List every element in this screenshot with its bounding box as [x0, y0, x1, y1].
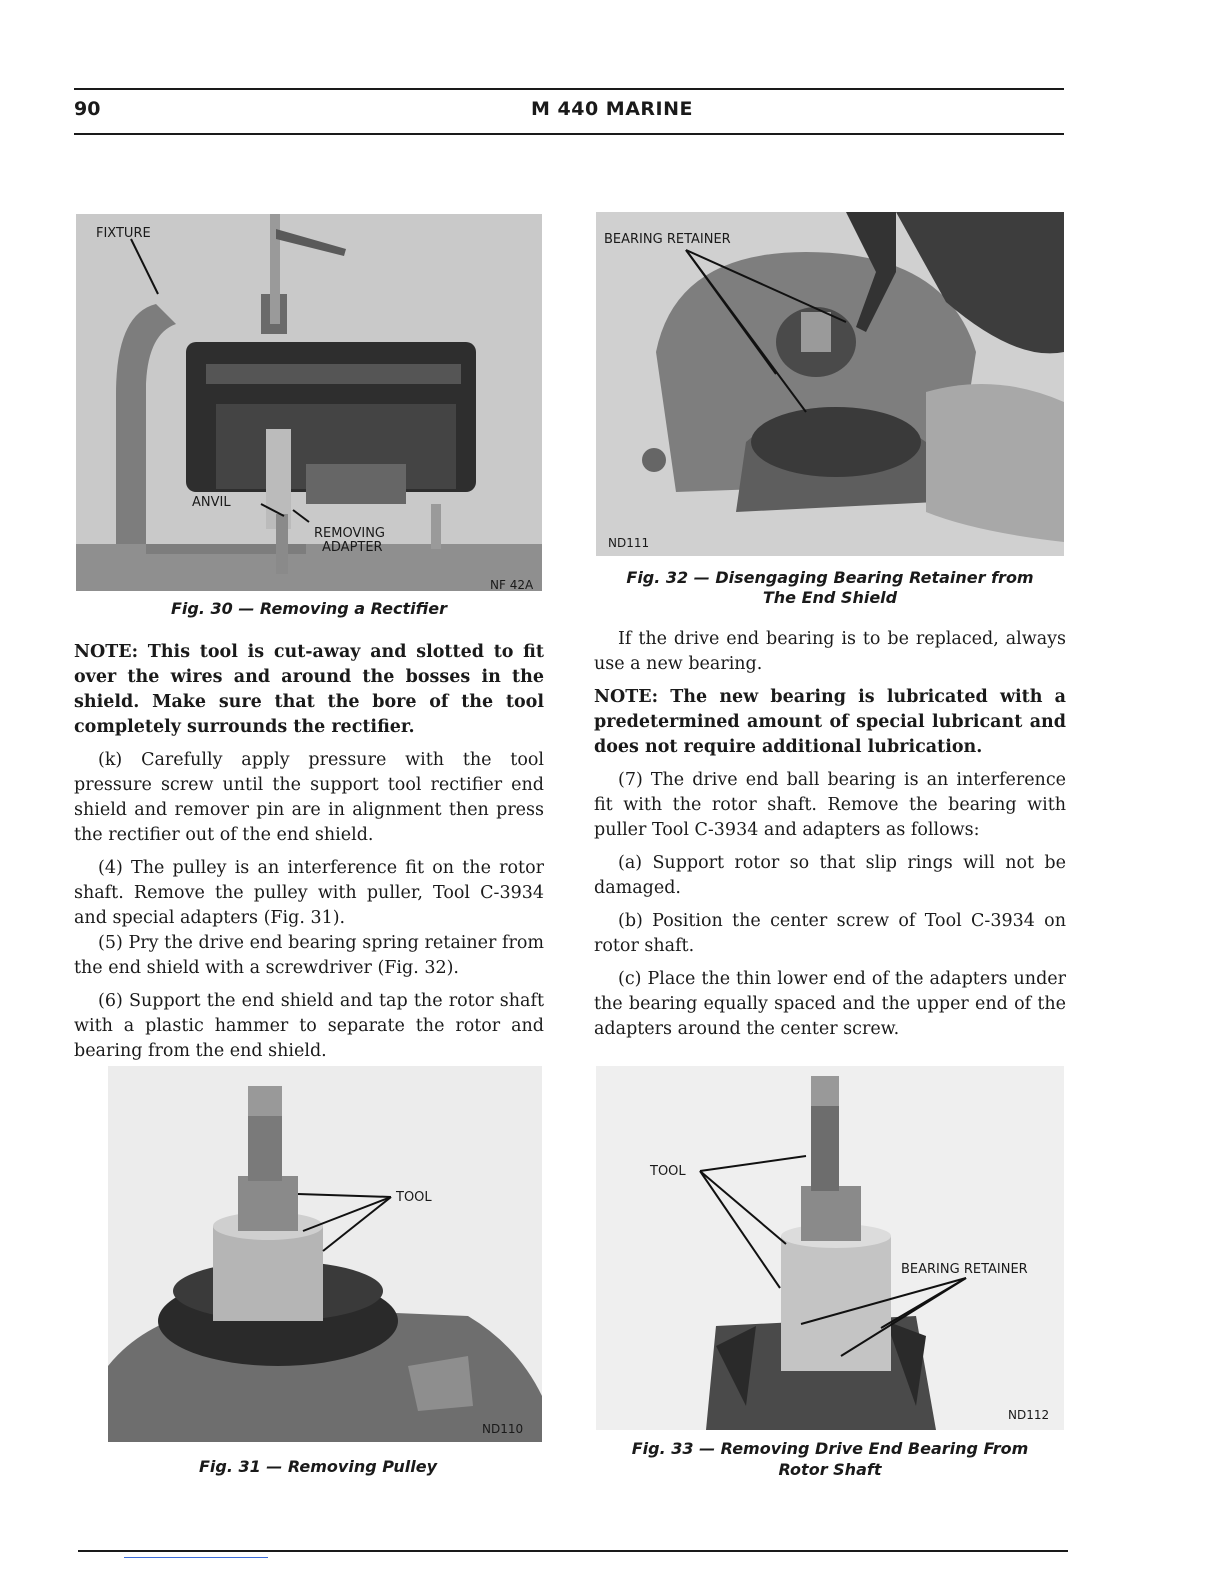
step-b: (b) Position the center screw of Tool C-3934 on rotor shaft.: [594, 911, 1066, 956]
figure-32-caption-line-2: The End Shield: [762, 588, 898, 607]
figure-33-code: ND112: [1008, 1408, 1050, 1422]
removing-adapter-label-2: ADAPTER: [322, 540, 383, 555]
figure-30-photo: [76, 214, 542, 591]
pulley-puller-illustration: [108, 1066, 542, 1442]
bearing-intro: If the drive end bearing is to be replaced, always use a new bearing.: [594, 629, 1066, 674]
footer-blue-rule: [124, 1557, 268, 1558]
figure-31-caption: Fig. 31 — Removing Pulley: [198, 1457, 438, 1476]
tool-label: TOOL: [396, 1190, 432, 1205]
figure-31-photo: [108, 1066, 542, 1442]
figure-33-photo: [596, 1066, 1064, 1430]
figure-32-photo: [596, 212, 1064, 556]
figure-30-caption: Fig. 30 — Removing a Rectifier: [171, 599, 447, 618]
bearing-retainer-label: BEARING RETAINER: [901, 1262, 1028, 1277]
figure-32-caption-line-1: Fig. 32 — Disengaging Bearing Retainer from: [626, 568, 1034, 587]
figure-30-code: NF 42A: [490, 578, 534, 591]
left-note: NOTE: This tool is cut-away and slotted to fit over the wires and around the bosses in the shield. Make sure that the bore of the tool completely surrounds the rectifier.: [74, 642, 544, 737]
footer-rule: [78, 1550, 1068, 1552]
right-note: NOTE: The new bearing is lubricated with a predetermined amount of special lubricant and does not require additional lubrication.: [594, 687, 1066, 757]
figure-32-code: ND111: [608, 536, 650, 550]
step-k: (k) Carefully apply pressure with the tool pressure screw until the support tool rectifier end shield and remover pin are in alignment then press the rectifier out of the end shield.: [74, 750, 544, 845]
bearing-retainer-label: BEARING RETAINER: [604, 232, 731, 247]
bearing-puller-illustration: [596, 1066, 1064, 1430]
step-c: (c) Place the thin lower end of the adapters under the bearing equally spaced and the upper end of the adapters around the center screw.: [594, 969, 1066, 1039]
figure-31-code: ND110: [482, 1422, 524, 1436]
step-a: (a) Support rotor so that slip rings will not be damaged.: [594, 853, 1066, 898]
page-number: 90: [74, 98, 101, 120]
tool-label: TOOL: [650, 1164, 686, 1179]
right-text-column: [594, 627, 1066, 1050]
step-6: (6) Support the end shield and tap the rotor shaft with a plastic hammer to separate the rotor and bearing from the end shield.: [74, 991, 544, 1061]
end-shield-illustration: [596, 212, 1064, 556]
header-top-rule: [74, 88, 1064, 90]
rectifier-press-illustration: [76, 214, 542, 591]
fixture-label: FIXTURE: [96, 226, 151, 241]
step-4: (4) The pulley is an interference fit on the rotor shaft. Remove the pulley with puller, Tool C-3934 and special adapters (Fig. 31).: [74, 858, 544, 928]
figure-33-caption-line-2: Rotor Shaft: [778, 1460, 882, 1479]
figure-33-caption-line-1: Fig. 33 — Removing Drive End Bearing From: [631, 1439, 1029, 1458]
left-text-column: [74, 640, 544, 1072]
step-5: (5) Pry the drive end bearing spring retainer from the end shield with a screwdriver (Fig. 32).: [74, 933, 544, 978]
anvil-label: ANVIL: [192, 495, 231, 510]
header-bottom-rule: [74, 133, 1064, 135]
removing-adapter-label-1: REMOVING: [314, 526, 385, 541]
running-title: M 440 MARINE: [531, 98, 693, 120]
step-7: (7) The drive end ball bearing is an interference fit with the rotor shaft. Remove the bearing with puller Tool C-3934 and adapters as follows:: [594, 770, 1066, 840]
